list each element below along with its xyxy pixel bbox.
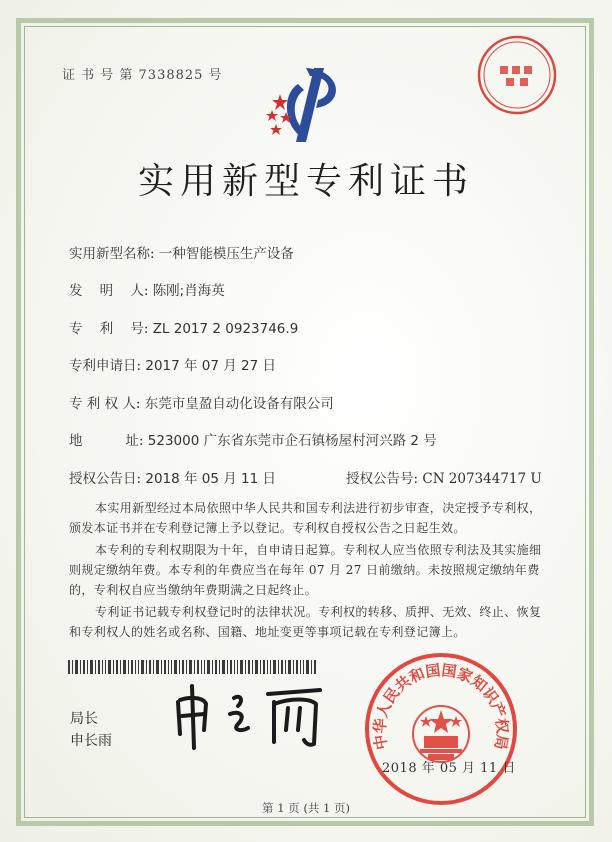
utility-model-name-value: 一种智能模压生产设备 xyxy=(158,246,294,262)
page-number: 第 1 页 (共 1 页) xyxy=(262,801,350,815)
grant-number-label: 授权公告号: xyxy=(346,471,419,487)
grant-date-row xyxy=(69,467,276,487)
patent-number-label: 专 利 号: xyxy=(69,321,149,337)
address-row xyxy=(69,429,437,449)
patent-number-value: ZL 2017 2 0923746.9 xyxy=(152,321,299,337)
certificate-number: 证 书 号 第 7338825 号 xyxy=(62,68,223,83)
grant-number-value: CN 207344717 U xyxy=(422,471,542,487)
signatory-title: 局长 xyxy=(70,711,98,727)
address-label: 地 址: xyxy=(69,433,144,449)
patent-office-emblem-icon xyxy=(262,64,352,146)
inventor-label: 发 明 人: xyxy=(69,283,149,299)
patentee-label: 专 利 权 人: xyxy=(69,396,141,412)
body-paragraph-2: 本专利的专利权期限为十年，自申请日起算。专利权人应当依照专利法及其实施细则规定缴纳年费。本专利的年费应当在每年 07 月 27 日前缴纳。未按照规定缴纳年费的，专利权自应当缴纳年费期满之日起终止。 xyxy=(69,543,542,597)
seal-arc-text: 中华人民共和国国家知识产权局 xyxy=(370,661,512,752)
body-paragraph-3: 专利证书记载专利权登记时的法律状况。专利权的转移、质押、无效、终止、恢复和专利权人的姓名或名称、国籍、地址变更等事项记载在专利登记簿上。 xyxy=(69,605,542,639)
grant-number-field xyxy=(346,467,542,487)
grant-date-label: 授权公告日: xyxy=(69,471,142,487)
body-paragraph-1: 本实用新型经过本局依照中华人民共和国专利法进行初步审查，决定授予专利权，颁发本证书并在专利登记簿上予以登记。专利权自授权公告之日起生效。 xyxy=(69,501,542,535)
barcode-strip xyxy=(68,660,318,674)
patentee-row xyxy=(69,392,334,412)
certificate-title: 实用新型专利证书 xyxy=(137,161,474,202)
grant-date-value: 2018 年 05 月 11 日 xyxy=(145,471,277,487)
inventor-value: 陈刚;肖海英 xyxy=(152,283,225,299)
patentee-value: 东莞市皇盈自动化设备有限公司 xyxy=(144,396,334,412)
filing-date-value: 2017 年 07 月 27 日 xyxy=(145,358,277,374)
handwritten-signature xyxy=(170,680,340,750)
state-ip-office-seal-stamp xyxy=(362,650,520,808)
inventor-row xyxy=(69,279,225,299)
address-value: 523000 广东省东莞市企石镇杨屋村河兴路 2 号 xyxy=(147,433,437,449)
company-seal-stamp xyxy=(476,34,558,116)
signatory-name: 申长雨 xyxy=(70,733,112,749)
utility-model-name-row xyxy=(69,242,294,262)
seal-date: 2018 年 05 月 11 日 xyxy=(382,761,516,776)
filing-date-label: 专利申请日: xyxy=(69,358,142,374)
utility-model-name-label: 实用新型名称: xyxy=(69,246,155,262)
filing-date-row xyxy=(69,354,276,374)
patent-number-row xyxy=(69,317,298,337)
